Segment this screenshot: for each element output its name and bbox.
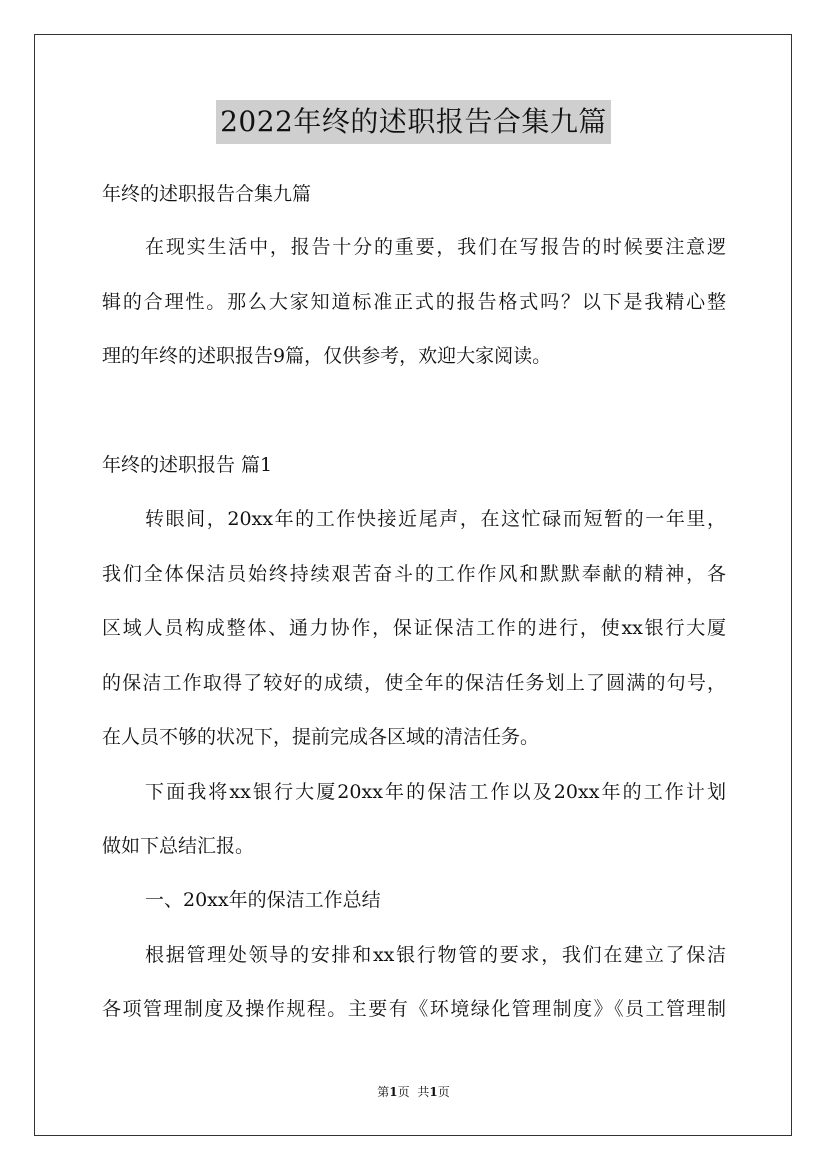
- body-line-3: 区域人员构成整体、通力协作，保证保洁工作的进行，使xx银行大厦: [102, 617, 726, 639]
- intro-line-3: 理的年终的述职报告9篇，仅供参考，欢迎大家阅读。: [102, 345, 552, 367]
- footer-total-pages: 1: [429, 1085, 438, 1099]
- section-heading-1: 年终的述职报告 篇1: [102, 454, 273, 476]
- subsection-heading-1: 一、20xx年的保洁工作总结: [145, 889, 381, 911]
- title-container: [0, 100, 827, 144]
- body-line-9: 各项管理制度及操作规程。主要有《环境绿化管理制度》《员工管理制: [102, 998, 726, 1020]
- footer-total-prefix: 共: [417, 1085, 430, 1099]
- intro-line-2: 辑的合理性。那么大家知道标准正式的报告格式吗？以下是我精心整: [102, 291, 726, 313]
- document-title: 2022年终的述职报告合集九篇: [216, 100, 611, 144]
- body-line-5: 在人员不够的状况下，提前完成各区域的清洁任务。: [102, 726, 540, 748]
- body-line-2: 我们全体保洁员始终持续艰苦奋斗的工作作风和默默奉献的精神，各: [102, 563, 726, 585]
- body-line-1: 转眼间，20xx年的工作快接近尾声，在这忙碌而短暂的一年里，: [145, 508, 726, 530]
- footer-total-suffix: 页: [437, 1085, 450, 1099]
- body-line-4: 的保洁工作取得了较好的成绩，使全年的保洁任务划上了圆满的句号，: [102, 672, 726, 694]
- body-line-8: 根据管理处领导的安排和xx银行物管的要求，我们在建立了保洁: [145, 944, 726, 966]
- page-footer: [0, 1083, 827, 1101]
- subtitle-line: 年终的述职报告合集九篇: [102, 183, 312, 205]
- intro-line-1: 在现实生活中，报告十分的重要，我们在写报告的时候要注意逻: [145, 236, 726, 258]
- footer-page-suffix: 页: [397, 1085, 410, 1099]
- body-line-6: 下面我将xx银行大厦20xx年的保洁工作以及20xx年的工作计划: [145, 781, 726, 803]
- body-line-7: 做如下总结汇报。: [102, 835, 255, 857]
- footer-page-number: 1: [389, 1085, 398, 1099]
- footer-page-prefix: 第: [377, 1085, 390, 1099]
